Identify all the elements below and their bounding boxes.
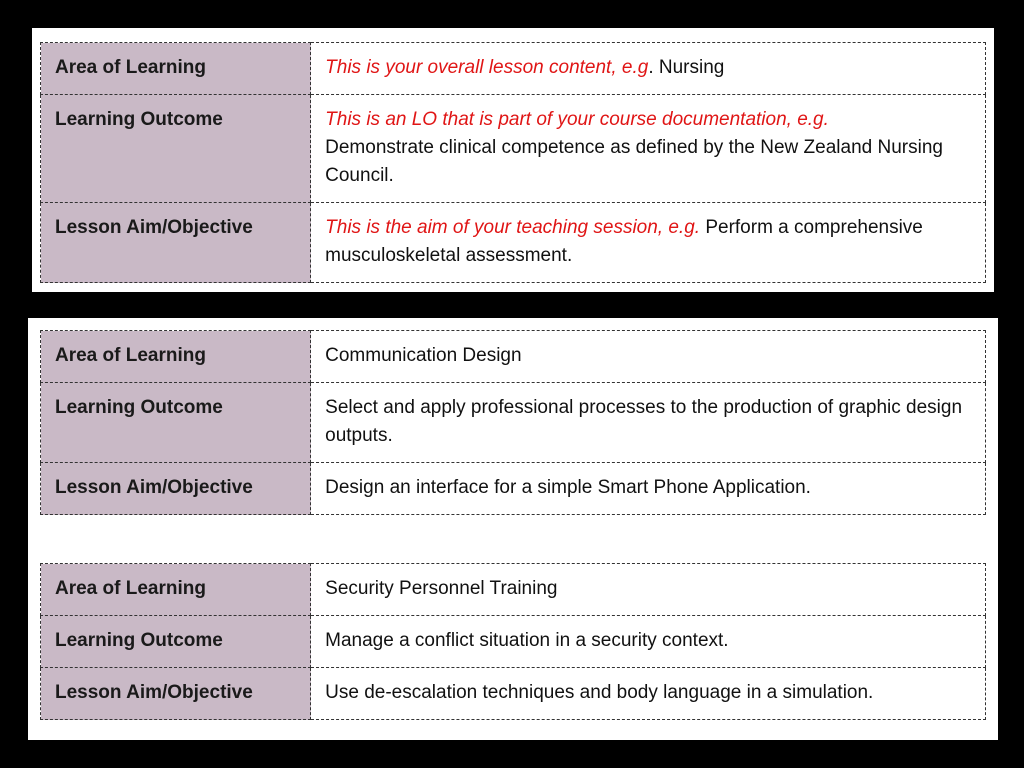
row-value-aim: Design an interface for a simple Smart Phone Application. [311, 463, 986, 515]
value-text: Perform a comprehensive musculoskeletal assessment. [325, 217, 923, 266]
table-row [41, 383, 986, 463]
table-row [41, 43, 986, 95]
lesson-table-nursing [40, 42, 986, 283]
hint-text: This is an LO that is part of your course documentation, e.g. [325, 109, 829, 130]
row-label-area: Area of Learning [41, 43, 311, 95]
table-row [41, 564, 986, 616]
example-panel-bottom [28, 318, 998, 740]
row-label-area: Area of Learning [41, 564, 311, 616]
row-value-aim: Use de-escalation techniques and body language in a simulation. [311, 668, 986, 720]
table-row [41, 668, 986, 720]
row-label-outcome: Learning Outcome [41, 383, 311, 463]
table-row [41, 203, 986, 283]
row-value-area [311, 43, 986, 95]
table-row [41, 95, 986, 203]
row-label-aim: Lesson Aim/Objective [41, 668, 311, 720]
row-label-outcome: Learning Outcome [41, 616, 311, 668]
hint-text: This is your overall lesson content, e.g [325, 57, 649, 78]
row-value-outcome: Manage a conflict situation in a security context. [311, 616, 986, 668]
table-row [41, 616, 986, 668]
row-label-area: Area of Learning [41, 331, 311, 383]
row-label-aim: Lesson Aim/Objective [41, 463, 311, 515]
table-row [41, 331, 986, 383]
value-text: Demonstrate clinical competence as defined by the New Zealand Nursing Council. [325, 137, 943, 186]
example-panel-top [32, 28, 994, 292]
lesson-table-security [40, 563, 986, 720]
row-label-aim: Lesson Aim/Objective [41, 203, 311, 283]
value-text: . Nursing [648, 57, 725, 78]
lesson-table-design [40, 330, 986, 515]
hint-text: This is the aim of your teaching session, e.g. [325, 217, 701, 238]
row-value-outcome [311, 95, 986, 203]
row-value-area: Communication Design [311, 331, 986, 383]
table-row [41, 463, 986, 515]
row-value-aim [311, 203, 986, 283]
row-value-area: Security Personnel Training [311, 564, 986, 616]
row-value-outcome: Select and apply professional processes to the production of graphic design outputs. [311, 383, 986, 463]
row-label-outcome: Learning Outcome [41, 95, 311, 203]
